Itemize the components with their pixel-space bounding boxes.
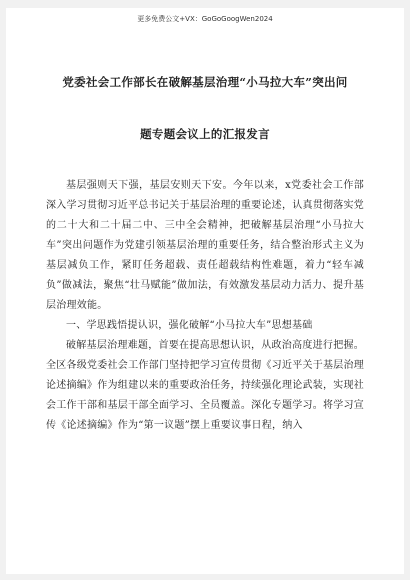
document-title-line-1: 党委社会工作部长在破解基层治理“小马拉大车”突出问 (62, 75, 348, 89)
document-title-line-2: 题专题会议上的汇报发言 (140, 127, 270, 141)
document-body (46, 176, 364, 436)
page-header-note: 更多免费公文+VX：GoGoGoogWen2024 (137, 15, 273, 23)
document-page (6, 8, 404, 574)
body-paragraph: 破解基层治理难题，首要在提高思想认识，从政治高度进行把握。全区各级党委社会工作部门坚持把学习宣传贯彻《习近平关于基层治理论述摘编》作为组建以来的重要政治任务，持续强化理论武装，实现社会工作干部和基层干部全面学习、全员覆盖。深化专题学习。将学习宣传《论述摘编》作为“第一议题”摆上重要议事日程，纳入 (46, 340, 364, 431)
body-paragraph: 基层强则天下强，基层安则天下安。今年以来，x党委社会工作部深入学习贯彻习近平总书记关于基层治理的重要论述，认真贯彻落实党的二十大和二十届二中、三中全会精神，把破解基层治理“小马拉大车”突出问题作为党建引领基层治理的重要任务，结合整治形式主义为基层减负工作，紧盯任务超载、责任超载结构性难题，着力“轻车减负”做减法，聚焦“壮马赋能”做加法，有效激发基层动力活力、提升基层治理效能。 (46, 180, 364, 311)
section-heading: 一、学思践悟提认识，强化破解“小马拉大车”思想基础 (66, 320, 313, 331)
